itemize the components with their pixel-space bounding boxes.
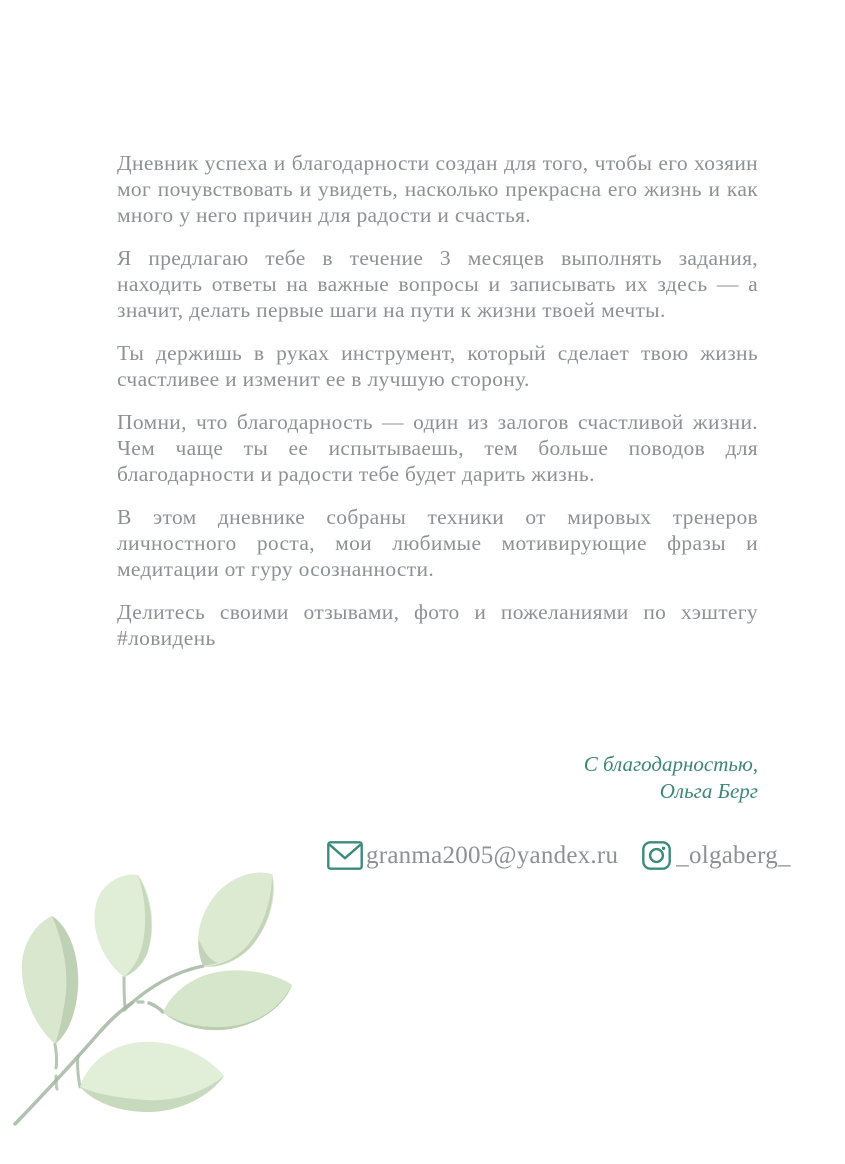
email-contact [327,841,618,870]
contact-row [327,841,791,870]
signature-line-2: Ольга Берг [659,779,758,803]
watercolor-leaf-branch [0,866,300,1164]
paragraph-2: Я предлагаю тебе в течение 3 месяцев выполнять задания, находить ответы на важные вопросы и записывать их здесь — а значит, делать первые шаги на пути к жизни твоей мечты. [117,246,758,322]
paragraph-5: В этом дневнике собраны техники от мировых тренеров личностного роста, мои любимые мотивирующие фразы и медитации от гуру осознанности. [117,505,758,581]
signature-line-1: С благодарностью, [583,752,758,776]
paragraph-1: Дневник успеха и благодарности создан для того, чтобы его хозяин мог почувствовать и увидеть, насколько прекрасна его жизнь и как много у него причин для радости и счастья. [117,151,758,227]
paragraph-4: Помни, что благодарность — один из залогов счастливой жизни. Чем чаще ты ее испытываешь, тем больше поводов для благодарности и радости тебе будет дарить жизнь. [117,410,758,486]
email-address: granma2005@yandex.ru [366,841,619,869]
paragraph-6: Делитесь своими отзывами, фото и пожеланиями по хэштегу #ловидень [117,600,758,650]
instagram-contact [618,841,791,870]
instagram-handle: _olgaberg_ [676,841,791,869]
signature [584,751,758,805]
paragraph-3: Ты держишь в руках инструмент, который сделает твою жизнь счастливее и изменит ее в лучшую сторону. [117,341,758,391]
envelope-icon [327,841,363,870]
intro-text [117,150,758,668]
instagram-icon [642,841,671,870]
